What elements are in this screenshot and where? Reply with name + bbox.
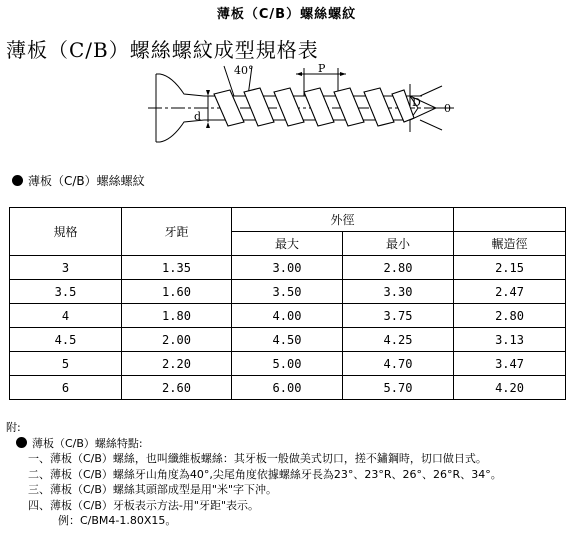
header-spec: 規格 xyxy=(10,208,122,256)
note-item: 一、薄板（C/B）螺絲，也叫纖維板螺絲：其牙板一般做美式切口，搓不鏽鋼時，切口做日式。 xyxy=(28,452,487,465)
cell-spec: 3 xyxy=(10,256,122,280)
cell-max: 4.50 xyxy=(232,328,343,352)
notes-section xyxy=(6,420,502,529)
notes-label: 附: xyxy=(6,421,21,434)
cell-spec: 4.5 xyxy=(10,328,122,352)
header-outer-diameter: 外徑 xyxy=(232,208,454,232)
note-item: 四、薄板（C/B）牙板表示方法-用"牙距"表示。 xyxy=(28,498,260,512)
major-diameter-label: D xyxy=(412,96,421,109)
table-row xyxy=(10,304,566,328)
section-label-text: 薄板（C/B）螺絲螺紋 xyxy=(28,174,145,188)
header-roll-diameter: 輾造徑 xyxy=(454,232,566,256)
header-max: 最大 xyxy=(232,232,343,256)
page-title: 薄板（C/B）螺絲螺紋 xyxy=(216,7,357,22)
cell-pitch: 2.20 xyxy=(122,352,232,376)
bullet-icon xyxy=(16,437,27,448)
header-pitch: 牙距 xyxy=(122,208,232,256)
cell-max: 3.00 xyxy=(232,256,343,280)
cell-spec: 6 xyxy=(10,376,122,400)
cell-max: 3.50 xyxy=(232,280,343,304)
cell-roll: 3.13 xyxy=(454,328,566,352)
cell-max: 4.00 xyxy=(232,304,343,328)
cell-pitch: 1.80 xyxy=(122,304,232,328)
thread-crest xyxy=(392,90,414,122)
cell-min: 3.30 xyxy=(343,280,454,304)
features-title-line xyxy=(6,436,502,452)
table-row xyxy=(10,256,566,280)
point-label: 0 xyxy=(444,102,451,115)
cell-pitch: 1.35 xyxy=(122,256,232,280)
table-row xyxy=(10,328,566,352)
cell-max: 6.00 xyxy=(232,376,343,400)
cell-max: 5.00 xyxy=(232,352,343,376)
cell-spec: 4 xyxy=(10,304,122,328)
section-label xyxy=(12,172,145,189)
note-item: 二、薄板（C/B）螺絲牙山角度為40°,尖尾角度依據螺絲牙長為23°、23°R、26°、26°R、34°。 xyxy=(28,467,502,481)
cell-roll: 3.47 xyxy=(454,352,566,376)
cell-min: 2.80 xyxy=(343,256,454,280)
cell-roll: 4.20 xyxy=(454,376,566,400)
table-row xyxy=(10,352,566,376)
cell-pitch: 1.60 xyxy=(122,280,232,304)
cell-spec: 5 xyxy=(10,352,122,376)
cell-pitch: 2.60 xyxy=(122,376,232,400)
spec-table xyxy=(9,207,566,400)
thread-diagram xyxy=(148,60,458,156)
cell-pitch: 2.00 xyxy=(122,328,232,352)
table-row xyxy=(10,376,566,400)
note-item: 三、薄板（C/B）螺絲其頭部成型是用"米"字下沖。 xyxy=(28,483,278,496)
cell-spec: 3.5 xyxy=(10,280,122,304)
cell-min: 5.70 xyxy=(343,376,454,400)
cell-min: 4.25 xyxy=(343,328,454,352)
cell-min: 4.70 xyxy=(343,352,454,376)
minor-diameter-label: d xyxy=(194,110,202,123)
cell-roll: 2.47 xyxy=(454,280,566,304)
angle-label: 40° xyxy=(234,64,254,77)
header-min: 最小 xyxy=(343,232,454,256)
pitch-label: P xyxy=(318,62,326,75)
cell-min: 3.75 xyxy=(343,304,454,328)
cell-roll: 2.80 xyxy=(454,304,566,328)
note-example: 例：C/BM4-1.80X15。 xyxy=(58,514,177,527)
table-row xyxy=(10,280,566,304)
header-blank xyxy=(454,208,566,232)
features-title: 薄板（C/B）螺絲特點: xyxy=(32,436,143,450)
spec-table-heading: 薄板（C/B）螺絲螺紋成型規格表 xyxy=(6,38,319,62)
cell-roll: 2.15 xyxy=(454,256,566,280)
bullet-icon xyxy=(12,175,23,186)
